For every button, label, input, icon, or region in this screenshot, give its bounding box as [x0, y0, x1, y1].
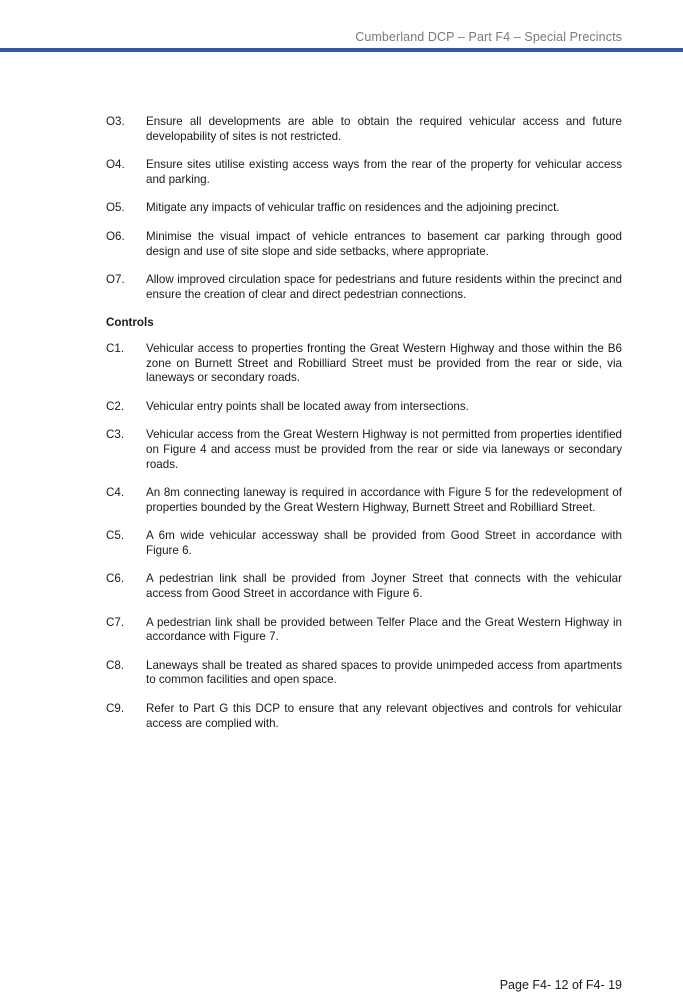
- objective-number: O6.: [106, 229, 125, 243]
- control-number: C6.: [106, 572, 125, 586]
- control-text: Refer to Part G this DCP to ensure that any relevant objectives and controls for vehicular access are complied with.: [146, 702, 622, 730]
- objective-text: Allow improved circulation space for pedestrians and future residents within the precinct and ensure the creation of clear and direct pedestrian connections.: [146, 273, 622, 301]
- control-number: C7.: [106, 615, 125, 629]
- header-title: Cumberland DCP – Part F4 – Special Precincts: [355, 30, 622, 44]
- control-item: [106, 342, 622, 386]
- page-number: Page F4- 12 of F4- 19: [499, 978, 622, 992]
- header-rule: [0, 48, 683, 52]
- control-number: C1.: [106, 341, 125, 355]
- control-text: An 8m connecting laneway is required in accordance with Figure 5 for the redevelopment of properties bounded by the Great Western Highway, Burnett Street and Robilliard Street.: [146, 486, 622, 514]
- control-text: Laneways shall be treated as shared spaces to provide unimpeded access from apartments to common facilities and open space.: [146, 658, 622, 687]
- objective-item: [106, 115, 622, 144]
- objective-text: Ensure sites utilise existing access ways from the rear of the property for vehicular access and parking.: [146, 158, 622, 186]
- objective-text: Ensure all developments are able to obtain the required vehicular access and future developability of sites is not restricted.: [146, 115, 622, 143]
- control-number: C8.: [106, 658, 125, 672]
- control-text: Vehicular access to properties fronting the Great Western Highway and those within the B6 zone on Burnett Street and Robilliard Street must be provided from the rear or side, via laneways or secondary roads.: [146, 341, 622, 385]
- control-number: C2.: [106, 399, 125, 413]
- control-item: [106, 486, 622, 515]
- objective-item: [106, 158, 622, 187]
- control-number: C4.: [106, 486, 125, 500]
- objective-item: [106, 201, 622, 216]
- control-text: A 6m wide vehicular accessway shall be provided from Good Street in accordance with Figure 6.: [146, 529, 622, 557]
- control-text: Vehicular entry points shall be located away from intersections.: [146, 399, 469, 413]
- objective-text: Mitigate any impacts of vehicular traffic on residences and the adjoining precinct.: [146, 201, 560, 215]
- objective-item: [106, 273, 622, 302]
- control-number: C5.: [106, 529, 125, 543]
- control-item: [106, 616, 622, 645]
- control-item: [106, 572, 622, 601]
- control-item: [106, 659, 622, 688]
- objective-number: O7.: [106, 273, 125, 287]
- control-item: [106, 702, 622, 731]
- control-item: [106, 428, 622, 472]
- objective-number: O5.: [106, 201, 125, 215]
- control-number: C3.: [106, 428, 125, 442]
- control-text: A pedestrian link shall be provided between Telfer Place and the Great Western Highway in accordance with Figure 7.: [146, 615, 622, 644]
- control-text: Vehicular access from the Great Western Highway is not permitted from properties identified on Figure 4 and access must be provided from the rear or side via laneways or secondary roads.: [146, 428, 622, 471]
- control-item: [106, 400, 622, 415]
- objective-text: Minimise the visual impact of vehicle entrances to basement car parking through good design and use of site slope and side setbacks, where appropriate.: [146, 229, 622, 258]
- control-number: C9.: [106, 702, 125, 716]
- control-item: [106, 529, 622, 558]
- objective-item: [106, 230, 622, 259]
- controls-heading: Controls: [106, 316, 154, 330]
- objective-number: O4.: [106, 158, 125, 172]
- document-body: [106, 115, 622, 731]
- objective-number: O3.: [106, 115, 125, 128]
- control-text: A pedestrian link shall be provided from Joyner Street that connects with the vehicular access from Good Street in accordance with Figure 6.: [146, 572, 622, 601]
